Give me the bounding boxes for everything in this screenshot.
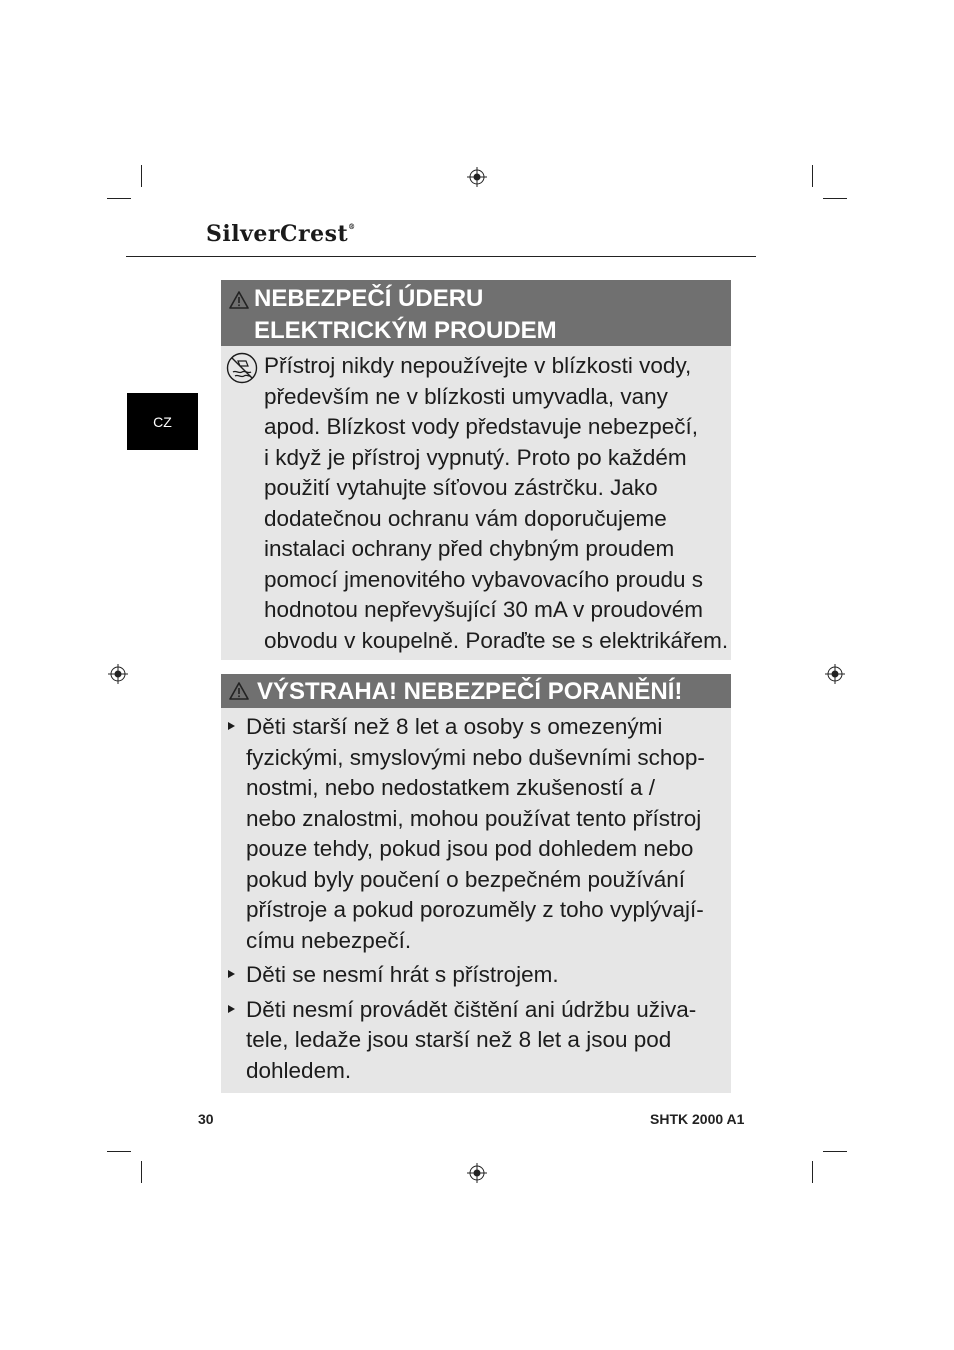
text-line: instalaci ochrany před chybným proudem bbox=[264, 536, 675, 561]
crop-mark bbox=[812, 1161, 813, 1183]
no-water-icon bbox=[226, 352, 258, 384]
bullet-arrow-icon bbox=[228, 722, 235, 730]
warning-triangle-icon bbox=[229, 291, 249, 309]
text-line: Přístroj nikdy nepoužívejte v blízkosti vody, bbox=[264, 353, 692, 378]
crop-mark bbox=[107, 1151, 131, 1152]
header-rule bbox=[126, 256, 756, 257]
electric-shock-warning-box bbox=[221, 280, 731, 660]
registration-mark-icon bbox=[467, 1163, 487, 1183]
injury-warning-box bbox=[221, 674, 731, 1093]
text-line: fyzickými, smyslovými nebo duševními schop- bbox=[246, 744, 705, 770]
heading-line-2: ELEKTRICKÝM PROUDEM bbox=[254, 317, 557, 344]
crop-mark bbox=[823, 1151, 847, 1152]
text-line: dohledem. bbox=[246, 1057, 352, 1083]
text-line: nebo znalostmi, mohou používat tento přístroj bbox=[246, 805, 702, 831]
text-line: Děti starší než 8 let a osoby s omezenými bbox=[246, 714, 663, 739]
text-line: hodnotou nepřevyšující 30 mA v proudovém bbox=[264, 597, 704, 622]
text-line: pomocí jmenovitého vybavovacího proudu s bbox=[264, 566, 704, 592]
crop-mark bbox=[141, 1161, 142, 1183]
text-line: címu nebezpečí. bbox=[246, 927, 412, 953]
page-number: 30 bbox=[198, 1111, 214, 1127]
text-line: pokud byly poučení o bezpečném používání bbox=[246, 866, 686, 892]
text-line: i když je přístroj vypnutý. Proto po každém bbox=[264, 444, 687, 470]
section-heading bbox=[221, 674, 731, 708]
text-line: nostmi, nebo nedostatkem zkušeností a / bbox=[246, 775, 655, 800]
shock-warning-paragraph bbox=[264, 351, 729, 656]
list-item bbox=[221, 995, 731, 1087]
text-line: dodatečnou ochranu vám doporučujeme bbox=[264, 505, 667, 531]
text-line: Děti nesmí provádět čištění ani údržbu uživa- bbox=[246, 996, 697, 1022]
registration-mark-icon bbox=[825, 664, 845, 684]
text-line: pouze tehdy, pokud jsou pod dohledem nebo bbox=[246, 836, 694, 861]
registration-mark-icon bbox=[108, 664, 128, 684]
bullet-arrow-icon bbox=[228, 970, 235, 978]
list-item bbox=[221, 712, 731, 956]
section-heading bbox=[221, 280, 731, 346]
heading-text: VÝSTRAHA! NEBEZPEČÍ PORANĚNÍ! bbox=[257, 678, 683, 705]
crop-mark bbox=[107, 198, 131, 199]
text-line: použití vytahujte síťovou zástrčku. Jako bbox=[264, 475, 658, 500]
brand-logo: SilverCrest® bbox=[206, 221, 356, 247]
list-item bbox=[221, 960, 731, 991]
warning-triangle-icon bbox=[229, 682, 249, 700]
text-line: apod. Blízkost vody představuje nebezpečí, bbox=[264, 414, 699, 439]
crop-mark bbox=[812, 165, 813, 187]
registration-mark-icon bbox=[467, 167, 487, 187]
crop-mark bbox=[141, 165, 142, 187]
language-tab: CZ bbox=[127, 393, 198, 450]
text-line: Děti se nesmí hrát s přístrojem. bbox=[246, 962, 559, 987]
model-number: SHTK 2000 A1 bbox=[650, 1111, 745, 1127]
text-line: obvodu v koupelně. Poraďte se s elektrikářem. bbox=[264, 627, 729, 653]
heading-line-1: NEBEZPEČÍ ÚDERU bbox=[254, 285, 484, 312]
text-line: především ne v blízkosti umyvadla, vany bbox=[264, 383, 668, 409]
injury-bullet-list bbox=[221, 712, 731, 1090]
text-line: tele, ledaže jsou starší než 8 let a jsou pod bbox=[246, 1027, 672, 1052]
bullet-arrow-icon bbox=[228, 1005, 235, 1013]
text-line: přístroje a pokud porozuměly z toho vyplývají- bbox=[246, 897, 704, 922]
crop-mark bbox=[823, 198, 847, 199]
